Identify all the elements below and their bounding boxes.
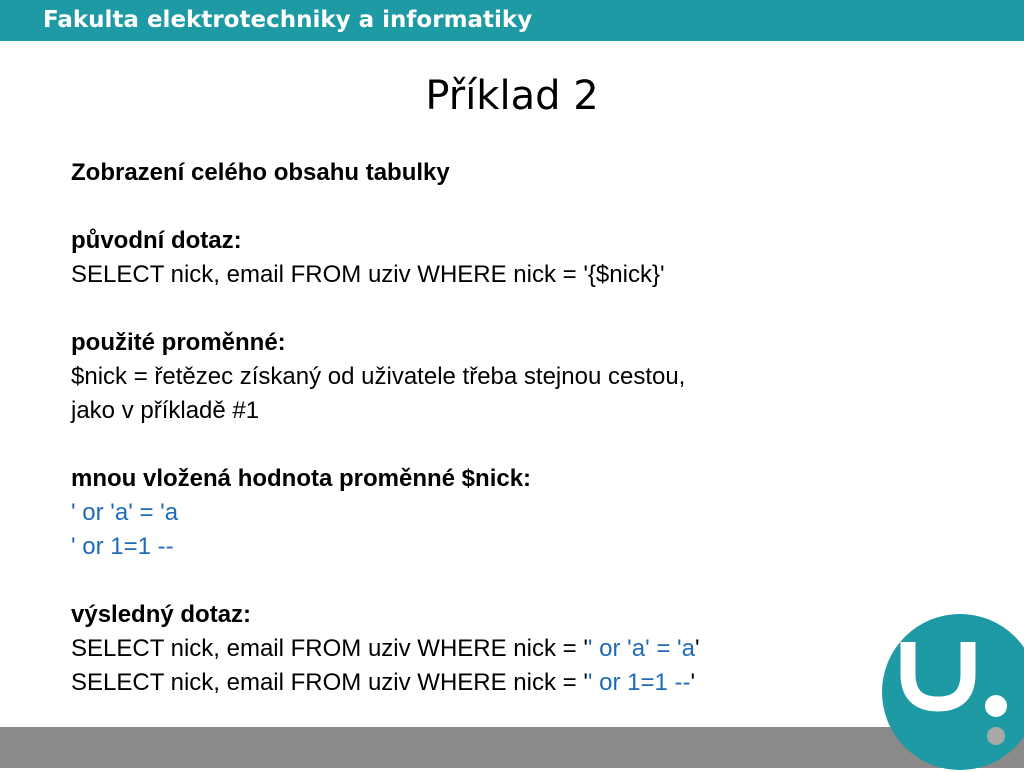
- footer-bar: [0, 727, 1024, 768]
- slide-content: [71, 156, 891, 700]
- result-query-2-suffix: ': [690, 669, 696, 696]
- variables-line-2: jako v příkladě #1: [71, 397, 260, 424]
- input-value-2: ' or 1=1 --: [71, 533, 174, 560]
- header-bar: [0, 0, 1024, 41]
- content-heading: Zobrazení celého obsahu tabulky: [71, 159, 450, 186]
- result-query-2: [71, 666, 891, 700]
- result-query-2-prefix: SELECT nick, email FROM uziv WHERE nick = ': [71, 669, 588, 696]
- result-query-2-injected: ' or 1=1 --: [587, 669, 691, 696]
- blank-line: [71, 428, 891, 462]
- original-query-label: původní dotaz:: [71, 227, 242, 254]
- result-query-1-suffix: ': [694, 635, 700, 662]
- slide-title: Příklad 2: [425, 73, 599, 119]
- result-query-1-prefix: SELECT nick, email FROM uziv WHERE nick = ': [71, 635, 588, 662]
- input-value-1: ' or 'a' = 'a: [71, 499, 179, 526]
- variables-line-1: $nick = řetězec získaný od uživatele třeba stejnou cestou,: [71, 363, 686, 390]
- variables-label: použité proměnné:: [71, 329, 286, 356]
- result-query-1: [71, 632, 891, 666]
- result-query-1-injected: ' or 'a' = 'a: [587, 635, 695, 662]
- result-query-label: výsledný dotaz:: [71, 601, 252, 628]
- input-value-label: mnou vložená hodnota proměnné $nick:: [71, 465, 532, 492]
- blank-line: [71, 292, 891, 326]
- blank-line: [71, 190, 891, 224]
- faculty-title: Fakulta elektrotechniky a informatiky: [43, 7, 533, 33]
- blank-line: [71, 564, 891, 598]
- university-logo-icon: [880, 612, 1024, 772]
- original-query: SELECT nick, email FROM uziv WHERE nick = '{$nick}': [71, 261, 665, 288]
